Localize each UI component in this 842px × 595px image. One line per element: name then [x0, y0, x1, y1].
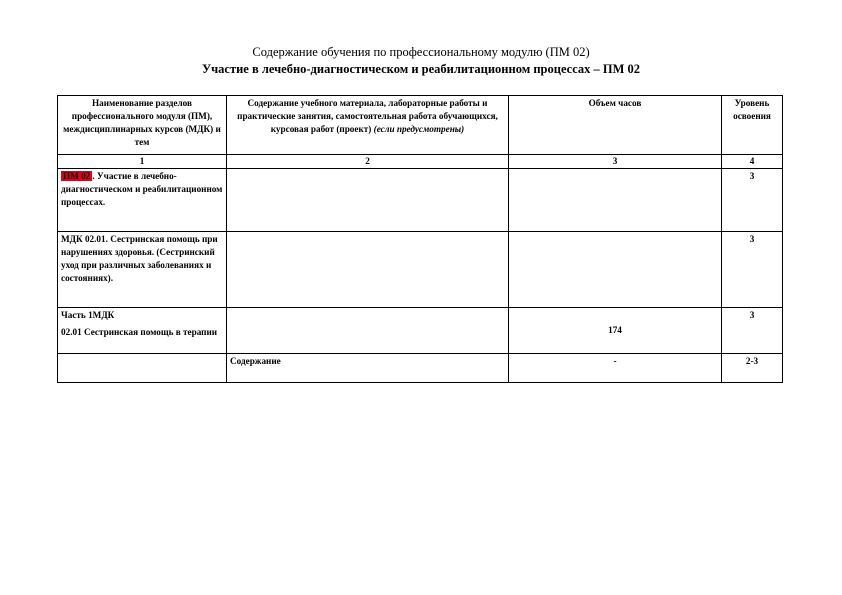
number-row: [58, 155, 783, 169]
table-row: [58, 232, 783, 308]
col-number-2: 2: [227, 155, 509, 169]
header-hours: Объем часов: [509, 96, 722, 155]
table-row: [58, 169, 783, 232]
part1-hours-value: 174: [608, 325, 622, 335]
part1-line2: 02.01 Сестринская помощь в терапии: [61, 327, 218, 337]
row-mdk-hours: [509, 232, 722, 308]
table-row: [58, 308, 783, 354]
row-part1-content: [227, 308, 509, 354]
part1-line1: Часть 1МДК: [61, 310, 115, 320]
content-table: [57, 95, 783, 383]
row-mdk-name: МДК 02.01. Сестринская помощь при нарушениях здоровья. (Сестринский уход при различных заболеваниях и состояниях).: [58, 232, 227, 308]
header-content: [227, 96, 509, 155]
pm-name: . Участие в лечебно-диагностическом и реабилитационном процессах.: [61, 171, 223, 207]
row-pm02-name: [58, 169, 227, 232]
row-content-label: Содержание: [227, 354, 509, 383]
row-content-name: [58, 354, 227, 383]
document-title-line2: Участие в лечебно-диагностическом и реабилитационном процессах – ПМ 02: [201, 62, 641, 76]
header-content-italic: (если предусмотрены): [373, 124, 465, 134]
header-content-main: Содержание учебного материала, лабораторные работы и практические занятия, самостоятельная работа обучающихся, курсовая работ (проект): [237, 98, 498, 134]
row-mdk-content: [227, 232, 509, 308]
header-row: [58, 96, 783, 155]
header-sections: Наименование разделов профессионального модуля (ПМ), междисциплинарных курсов (МДК) и тем: [58, 96, 227, 155]
row-pm02-content: [227, 169, 509, 232]
row-pm02-level: 3: [722, 169, 783, 232]
table-row: [58, 354, 783, 383]
col-number-3: 3: [509, 155, 722, 169]
col-number-1: 1: [58, 155, 227, 169]
row-content-level: 2-3: [722, 354, 783, 383]
header-level: Уровень освоения: [722, 96, 783, 155]
row-part1-level: 3: [722, 308, 783, 354]
col-number-4: 4: [722, 155, 783, 169]
row-pm02-hours: [509, 169, 722, 232]
row-content-hours: -: [509, 354, 722, 383]
row-part1-name: [58, 308, 227, 354]
document-title-line1: Содержание обучения по профессиональному модулю (ПМ 02): [252, 45, 590, 59]
row-mdk-level: 3: [722, 232, 783, 308]
row-part1-hours: [509, 308, 722, 354]
pm-code-highlight: ПМ 02: [63, 171, 91, 181]
